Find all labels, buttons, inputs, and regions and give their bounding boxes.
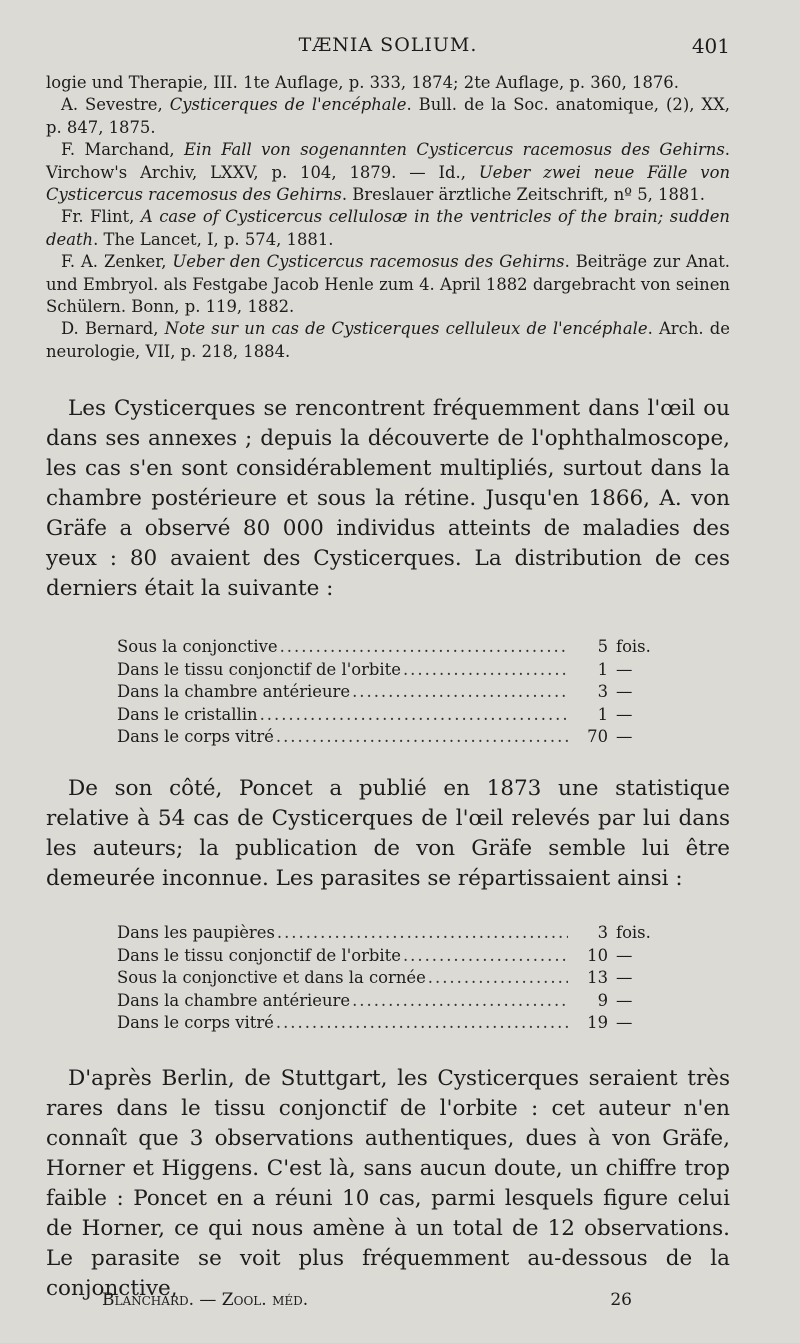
bibliography-entry-sevestre: [46, 94, 730, 139]
entry-source: . Virchow's Archiv, LXXV, p. 104, 1879. — Id.,: [46, 140, 730, 182]
dot-leader: [260, 704, 568, 727]
paragraph-berlin-observations: D'après Berlin, de Stuttgart, les Cysticerques seraient très rares dans le tissu conjonctif de l'orbite : cet auteur n'en connaît que 3 observations authentiques, dues à von Gräfe, Horner et Higgens. C'est là, sans aucun doute, un chiffre trop faible : Poncet en a réuni 10 cas, parmi lesquels figure celui de Horner, ce qui nous amène à un total de 12 observations. Le parasite se voit plus fréquemment au-dessous de la conjonctive,: [46, 1066, 730, 1301]
table-row: [117, 967, 652, 990]
dot-leader: [403, 659, 568, 682]
dot-leader: [428, 967, 568, 990]
dot-leader: [352, 990, 568, 1013]
row-unit: fois.: [616, 637, 651, 656]
entry-title: Note sur un cas de Cysticerques celluleux de l'encéphale: [164, 319, 648, 339]
row-location: Dans la chambre antérieure: [117, 990, 351, 1010]
bibliography-entry-zenker: [46, 251, 730, 318]
running-title: TÆNIA SOLIUM.: [298, 34, 478, 56]
entry-title: Ueber den Cysticercus racemosus des Gehirns: [172, 252, 565, 272]
signature-mark: 26: [610, 1290, 632, 1310]
row-location: Sous la conjonctive et dans la cornée: [117, 968, 426, 988]
dot-leader: [277, 922, 568, 945]
row-location: Dans le tissu conjonctif de l'orbite: [117, 945, 401, 965]
row-location: Dans la chambre antérieure: [117, 682, 351, 702]
entry-author: F. Marchand,: [61, 140, 185, 160]
entry-title: Cysticerques de l'encéphale: [169, 95, 407, 115]
entry-source: . Bull. de la Soc. anatomique, (2), XX, p. 847, 1875.: [46, 95, 730, 137]
entry-title: A case of Cysticercus cellulosæ in the ventricles of the brain; sudden death: [46, 207, 730, 249]
row-count: 1: [597, 704, 608, 724]
bibliography-entry-flint: [46, 206, 730, 251]
paragraph-poncet-statistics: De son côté, Poncet a publié en 1873 une statistique relative à 54 cas de Cysticerques de l'œil relevés par lui dans les auteurs; la publication de von Gräfe semble lui être demeurée inconnue. Les parasites se répartissaient ainsi :: [46, 776, 730, 891]
row-count: 1: [597, 659, 608, 679]
row-unit: —: [616, 1013, 633, 1033]
row-count: 10: [587, 945, 608, 965]
row-count: 5: [597, 637, 608, 656]
row-count: 3: [597, 923, 608, 942]
table-row: [117, 1012, 652, 1035]
dot-leader: [280, 636, 568, 659]
page-footer: [102, 1290, 632, 1316]
row-location: Dans le corps vitré: [117, 727, 274, 747]
dot-leader: [276, 1012, 568, 1035]
row-unit: —: [616, 727, 633, 747]
row-location: Dans le tissu conjonctif de l'orbite: [117, 659, 401, 679]
entry-author: D. Bernard,: [61, 319, 165, 339]
footer-author: Blanchard. — Zool. méd.: [102, 1290, 309, 1310]
row-location: Sous la conjonctive: [117, 637, 278, 656]
table-row: [117, 922, 652, 945]
row-unit: —: [616, 659, 633, 679]
row-count: 3: [597, 682, 608, 702]
paragraph-grafe-observations: Les Cysticerques se rencontrent fréquemment dans l'œil ou dans ses annexes ; depuis la découverte de l'ophthalmoscope, les cas s'en sont considérablement multipliés, surtout dans la chambre postérieure et sous la rétine. Jusqu'en 1866, A. von Gräfe a observé 80 000 individus atteints de maladies des yeux : 80 avaient des Cysticerques. La distribution de ces derniers était la suivante :: [46, 396, 730, 601]
row-count: 13: [587, 968, 608, 988]
page-number: 401: [691, 34, 730, 58]
row-location: Dans le cristallin: [117, 704, 258, 724]
row-unit: —: [616, 682, 633, 702]
row-count: 19: [587, 1013, 608, 1033]
dot-leader: [352, 681, 568, 704]
entry-source: . Arch. de neurologie, VII, p. 218, 1884.: [46, 319, 730, 361]
row-count: 9: [597, 990, 608, 1010]
row-unit: —: [616, 945, 633, 965]
row-unit: —: [616, 968, 633, 988]
entry-author: F. A. Zenker,: [61, 252, 173, 272]
bibliography-entry-bernard: [46, 318, 730, 363]
row-unit: —: [616, 990, 633, 1010]
entry-title: Ein Fall von sogenannten Cysticercus racemosus des Gehirns: [184, 140, 725, 160]
grafe-distribution-table: [117, 636, 652, 749]
bibliography-entry-marchand: [46, 139, 730, 206]
entry-source-second: . Breslauer ärztliche Zeitschrift, nº 5, 1881.: [341, 185, 705, 205]
entry-source: . The Lancet, I, p. 574, 1881.: [93, 229, 334, 249]
entry-author: A. Sevestre,: [61, 95, 170, 115]
table-row: [117, 726, 652, 749]
entry-author: Fr. Flint,: [61, 207, 141, 227]
table-row: [117, 636, 652, 659]
table-row: [117, 681, 652, 704]
row-count: 70: [587, 727, 608, 747]
row-location: Dans le corps vitré: [117, 1013, 274, 1033]
row-location: Dans les paupières: [117, 923, 275, 942]
dot-leader: [276, 726, 568, 749]
row-unit: fois.: [616, 923, 651, 942]
table-row: [117, 704, 652, 727]
row-unit: —: [616, 704, 633, 724]
table-row: [117, 990, 652, 1013]
bibliography: [46, 72, 730, 363]
entry-source: . Beiträge zur Anat. und Embryol. als Festgabe Jacob Henle zum 4. April 1882 dargebracht von seinen Schülern. Bonn, p. 119, 1882.: [46, 252, 730, 317]
table-row: [117, 659, 652, 682]
poncet-distribution-table: [117, 922, 652, 1035]
table-row: [117, 945, 652, 968]
page-header: [46, 34, 730, 60]
bibliography-continuation: logie und Therapie, III. 1te Auflage, p. 333, 1874; 2te Auflage, p. 360, 1876.: [46, 73, 679, 92]
entry-title-second: Ueber zwei neue Fälle von Cysticercus racemosus des Gehirns: [46, 162, 730, 205]
dot-leader: [403, 945, 568, 968]
